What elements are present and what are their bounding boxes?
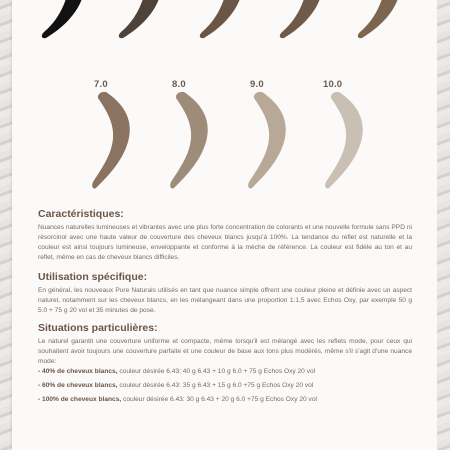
hair-swatch-top-1 <box>38 0 88 40</box>
list-item-60-text: couleur désirée 6.43: 35 g 6.43 + 15 g 6.0 +75 g Echos Oxy 20 vol <box>117 382 314 389</box>
marble-border-left <box>0 0 12 450</box>
list-item-40-text: couleur désirée 6.43: 40 g 6.43 + 10 g 6.0 + 75 g Echos Oxy 20 vol <box>117 368 316 375</box>
shade-label-9-0: 9.0 <box>250 79 264 90</box>
shade-label-8-0: 8.0 <box>172 79 186 90</box>
shade-label-10-0: 10.0 <box>323 79 343 90</box>
hair-swatch-9-0 <box>246 92 291 190</box>
shade-label-7-0: 7.0 <box>94 79 108 90</box>
hair-swatch-8-0 <box>168 92 213 190</box>
paragraph-caracteristiques: Nuances naturelles lumineuses et vibrantes avec une plus forte concentration de colorants et une nouvelle formule sans PPD ni résorcinol avec une haute valeur de couverture des cheveux blancs jusqu'à 100%. La tendance du reflet est naturelle et la couleur est ainsi toujours lumineuse, enveloppante et conforme à la mèche de référence. La couleur est fidèle au ton et au reflet, même en cas de cheveux blancs difficiles. <box>38 224 412 261</box>
list-item-100-bold: - 100% de cheveux blancs, <box>38 396 122 403</box>
hair-swatch-top-3 <box>196 0 246 40</box>
hair-swatch-10-0 <box>323 92 368 190</box>
list-item-40-bold: - 40% de cheveux blancs, <box>38 368 118 375</box>
list-item-100-text: couleur désirée 6.43: 30 g 6.43 + 20 g 6.0 +75 g Echos Oxy 20 vol <box>121 396 317 403</box>
hair-swatch-top-2 <box>115 0 165 40</box>
hair-swatch-top-4 <box>276 0 326 40</box>
heading-caracteristiques: Caractéristiques: <box>38 208 124 220</box>
list-item-40 <box>38 367 412 377</box>
list-item-60 <box>38 381 412 391</box>
marble-border-right <box>437 0 450 450</box>
heading-utilisation: Utilisation spécifique: <box>38 271 148 283</box>
list-item-60-bold: - 60% de cheveux blancs, <box>38 382 118 389</box>
list-item-100 <box>38 395 412 405</box>
hair-swatch-7-0 <box>90 92 135 190</box>
paragraph-situations: Le naturel garantit une couverture uniforme et compacte, même lorsqu'il est mélangé avec les reflets mode, pour ceux qui souhaitent avoir toujours une couverture parfaite et une couleur de base aux tons plus modérés, même s'il s'agit d'une nuance mode: <box>38 338 412 365</box>
heading-situations: Situations particulières: <box>38 322 158 334</box>
paragraph-utilisation: En général, les nouveaux Pure Naturals utilisés en tant que nuance simple offrent une couleur pleine et définie avec un aspect naturel, notamment sur les cheveux blancs, en les mélangeant dans une proportion 1:1,5 avec Echos Oxy, par exemple 50 g 5.0 + 75 g 20 vol et 35 minutes de pose. <box>38 287 412 314</box>
hair-swatch-top-5 <box>354 0 404 40</box>
